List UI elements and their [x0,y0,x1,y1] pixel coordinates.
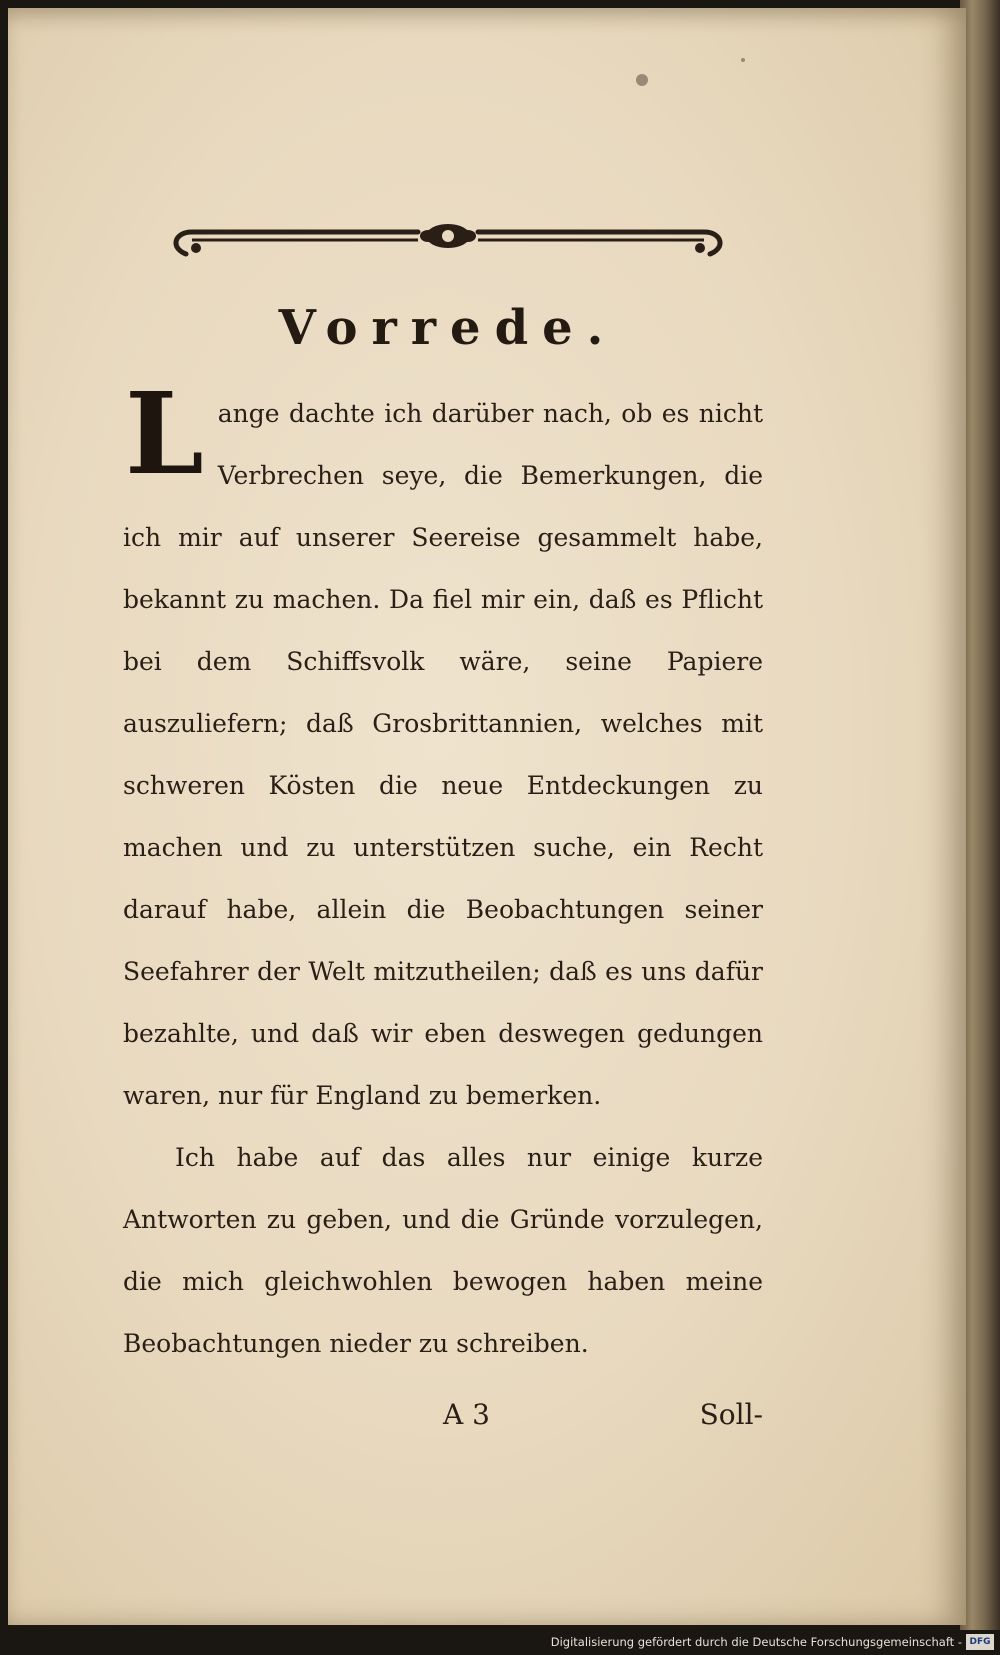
book-edge [960,0,1000,1630]
page-title: Vorrede. [278,300,618,356]
signature-mark: A 3 [443,1398,490,1431]
dfg-logo-icon: DFG [966,1634,994,1650]
dfg-credit: Digitalisierung gefördert durch die Deutsche Forschungsgemeinschaft - [550,1635,962,1649]
paragraph-1 [123,369,763,1127]
body-text [123,369,763,1375]
paper-speck [741,58,745,62]
paragraph-1-text: ange dachte ich darüber nach, ob es nicht Verbrechen seye, die Bemerkungen, die ich mir auf unserer Seereise gesammelt habe, bekannt zu machen. Da fiel mir ein, daß es Pflicht bei dem Schiffsvolk wäre, seine Papiere auszuliefern; daß Grosbrittannien, welches mit schweren Kösten die neue Entdeckungen zu machen und zu unterstützen suche, ein Recht darauf habe, allein die Beobachtungen seiner Seefahrer der Welt mitzutheilen; daß es uns dafür bezahlte, und daß wir eben deswegen gedungen waren, nur für England zu bemerken. [123,399,763,1110]
paper-speck [636,74,648,86]
page-footer [123,1398,763,1448]
catchword: Soll- [699,1398,763,1431]
drop-cap: L [125,369,204,500]
paragraph-2: Ich habe auf das alles nur einige kurze Antworten zu geben, und die Gründe vorzulegen, die mich gleichwohlen bewogen haben meine Beobachtungen nieder zu schreiben. [123,1143,763,1358]
header-ornament [168,218,728,268]
digitization-footer [0,1630,1000,1655]
book-page [8,8,966,1625]
